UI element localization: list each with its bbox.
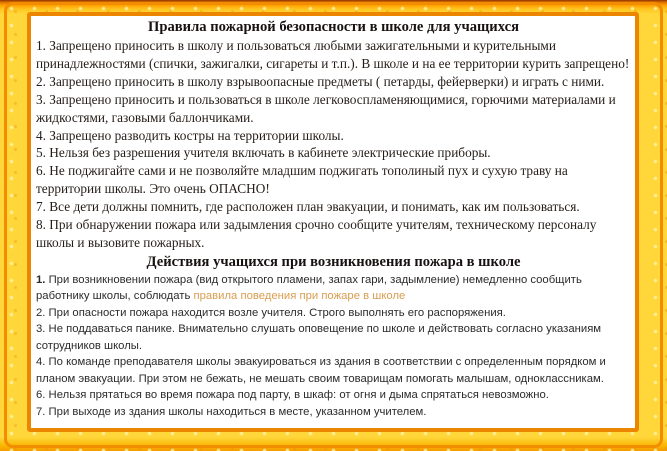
s2-rule-4: 4. По команде преподавателя школы эвакуироваться из здания в соответствии с определенным порядком и планом эвакуации. При этом не бежать, не мешать своим товарищам помогать малышам, одноклассникам. xyxy=(36,356,606,385)
fire-rules-link[interactable]: правила поведения при пожаре в школе xyxy=(193,290,406,303)
s2-rule-3: 3. Не поддаваться панике. Внимательно слушать оповещение по школе и действовать согласно указаниям сотрудников школы. xyxy=(36,323,602,352)
s1-rule-8: 8. При обнаружении пожара или задымления срочно сообщите учителям, техническому персоналу школы и вызовите пожарных. xyxy=(36,217,597,250)
s2-rule-6: 6. Нельзя прятаться во время пожара под парту, в шкаф: от огня и дыма спрятаться невозможно. xyxy=(36,389,549,402)
s1-rule-4: 4. Запрещено разводить костры на территории школы. xyxy=(36,127,344,143)
s1-rule-2: 2. Запрещено приносить в школу взрывоопасные предметы ( петарды, фейерверки) и играть с ними. xyxy=(36,73,605,89)
section1-title: Правила пожарной безопасности в школе для учащихся xyxy=(148,19,519,35)
s2-rule-7: 7. При выходе из здания школы находиться в месте, указанном учителем. xyxy=(36,405,427,418)
s1-rule-5: 5. Нельзя без разрешения учителя включать в кабинете электрические приборы. xyxy=(36,145,491,161)
section2-title: Действия учащихся при возникновения пожара в школе xyxy=(146,253,521,270)
s1-rule-6: 6. Не поджигайте сами и не позволяйте младшим поджигать тополиный пух и сухую траву на территории школы. Это очень ОПАСНО! xyxy=(36,163,568,197)
item-text: При возникновении пожара (вид открытого пламени, запах гари, задымление) немедленно сообщить работнику школы, соблюдать xyxy=(36,273,582,303)
item-number: 1. xyxy=(36,273,46,286)
s1-rule-3: 3. Запрещено приносить и пользоваться в школе легковоспламеняющимися, горючими материалами и жидкостями, газовыми баллончиками. xyxy=(36,91,616,125)
s1-rule-1: 1. Запрещено приносить в школу и пользоваться любыми зажигательными и курительными принадлежностями (спички, зажигалки, сигареты и т.п.). В школе и на ее территории курить запрещено! xyxy=(36,38,630,71)
s2-rule-1 xyxy=(36,272,631,305)
s1-rule-7: 7. Все дети должны помнить, где расположен план эвакуации, и понимать, как им пользоваться. xyxy=(36,199,580,215)
document-page xyxy=(27,12,639,432)
s2-rule-2: 2. При опасности пожара находится возле учителя. Строго выполнять его распоряжения. xyxy=(36,306,506,319)
